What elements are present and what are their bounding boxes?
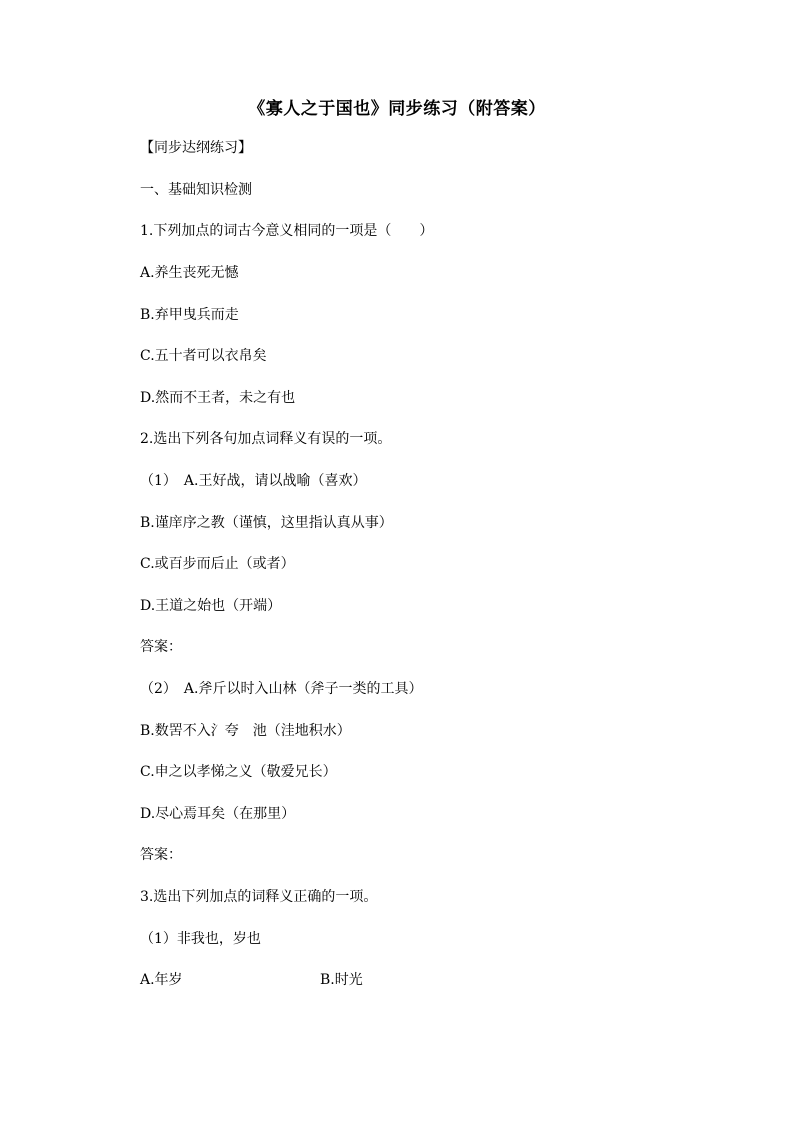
- option-line: A.养生丧死无憾: [140, 265, 239, 281]
- option-line: D.然而不王者，未之有也: [140, 390, 296, 406]
- option-a: A.年岁: [140, 972, 183, 988]
- question-1: 1.下列加点的词古今意义相同的一项是（ ）: [140, 223, 434, 239]
- question-3: 3.选出下列加点的词释义正确的一项。: [140, 889, 378, 905]
- option-line: C.五十者可以衣帛矣: [140, 348, 267, 364]
- sub-question-line: （2） A.斧斤以时入山林（斧子一类的工具）: [140, 681, 423, 697]
- option-line: B.弃甲曳兵而走: [140, 307, 239, 323]
- sub-question-line: （1）非我也，岁也: [140, 931, 261, 947]
- option-row: [140, 970, 363, 990]
- sub-question-line: （1） A.王好战，请以战喻（喜欢）: [140, 473, 367, 489]
- answer-label: 答案：: [140, 639, 182, 655]
- option-line: B.谨庠序之教（谨慎，这里指认真从事）: [140, 515, 393, 531]
- option-line: D.尽心焉耳矣（在那里）: [140, 806, 296, 822]
- question-2: 2.选出下列各句加点词释义有误的一项。: [140, 431, 392, 447]
- answer-label: 答案：: [140, 847, 182, 863]
- option-line: C.或百步而后止（或者）: [140, 556, 295, 572]
- option-line: B.数罟不入氵夸 池（洼地积水）: [140, 723, 351, 739]
- section-heading: 【同步达纲练习】: [140, 140, 252, 156]
- option-line: C.申之以孝悌之义（敬爱兄长）: [140, 764, 337, 780]
- option-b: B.时光: [320, 972, 363, 988]
- section-subheading: 一、基础知识检测: [140, 182, 252, 198]
- option-line: D.王道之始也（开端）: [140, 598, 282, 614]
- document-title: 《寡人之于国也》同步练习（附答案）: [248, 99, 546, 119]
